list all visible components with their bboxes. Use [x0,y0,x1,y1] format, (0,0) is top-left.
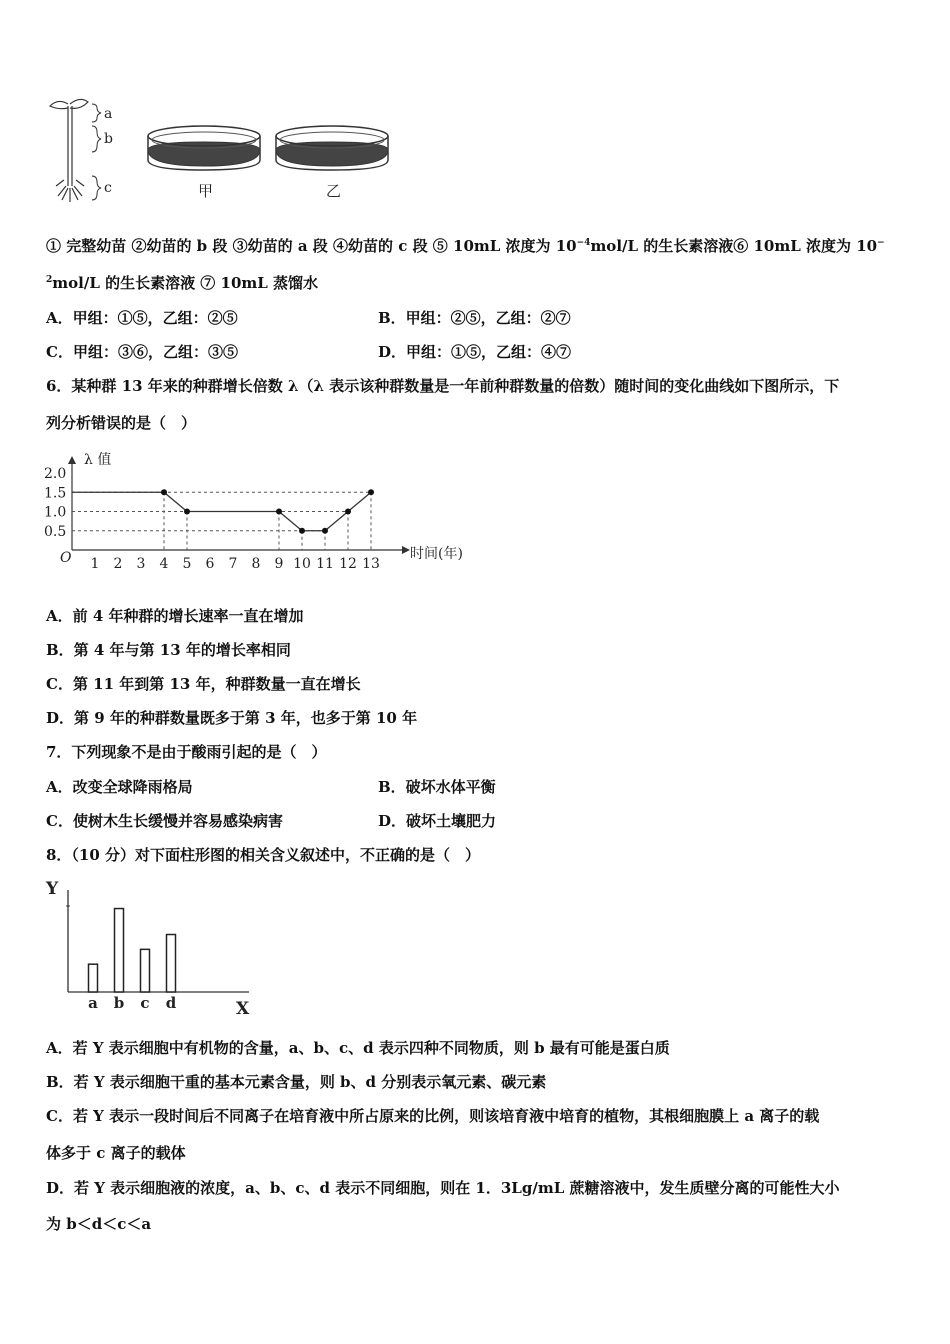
bar-category-label: a [88,994,98,1012]
q8-option-c2: 体多于 c 离子的载体 [46,1144,186,1162]
q7-option-b: B．破坏水体平衡 [378,778,496,796]
q8-option-c1: C．若 Y 表示一段时间后不同离子在培育液中所占原来的比例，则该培育液中培育的植物，其根细胞膜上 a 离子的载 [46,1107,820,1125]
q7-stem: 7．下列现象不是由于酸雨引起的是（ ） [46,743,327,761]
lambda-x-tick-label: 12 [339,556,357,572]
label-a: a [104,106,113,122]
brace-b [92,126,101,152]
lambda-x-tick-label: 5 [182,556,192,572]
q7-option-d: D．破坏土壤肥力 [378,812,497,830]
bar-a [89,964,98,992]
lambda-x-tick-label: 3 [136,556,146,572]
q7-option-a: A．改变全球降雨格局 [46,778,193,796]
lambda-data-point [299,528,305,534]
bar-y-label: Y [46,879,59,899]
q8-option-a: A．若 Y 表示细胞中有机物的含量，a、b、c、d 表示四种不同物质，则 b 最有可能是蛋白质 [46,1039,670,1057]
lambda-x-tick-label: 4 [159,556,169,572]
q5-option-d: D．甲组：①⑤，乙组：④⑦ [378,343,572,361]
lambda-x-tick-label: 6 [205,556,215,572]
q5-items-line1: ① 完整幼苗 ②幼苗的 b 段 ③幼苗的 a 段 ④幼苗的 c 段 ⑤ 10mL 浓度为 $10^{-4}mol/L$ 的生长素溶液⑥ 10mL 浓度为 10− [46,237,885,255]
q5-option-b: B．甲组：②⑤，乙组：②⑦ [378,309,571,327]
q6-stem-line1: 6．某种群 13 年来的种群增长倍数 λ（λ 表示该种群数量是一年前种群数量的倍数）随时间的变化曲线如下图所示，下 [46,377,840,395]
q6-stem-line2: 列分析错误的是（ ） [46,414,197,432]
dish-yi-label: 乙 [326,182,342,200]
lambda-data-point [276,509,282,515]
lambda-data-point [184,509,190,515]
lambda-data-point [368,489,374,495]
bar-chart [44,876,264,1022]
dish-yi [276,126,388,170]
bar-d [167,935,176,992]
q8-option-d2: 为 b＜d＜c＜a [46,1215,152,1233]
lambda-x-tick-label: 1 [90,556,100,572]
q6-option-c: C．第 11 年到第 13 年，种群数量一直在增长 [46,675,361,693]
lambda-x-tick-label: 2 [113,556,123,572]
q8-stem: 8．（10 分）对下面柱形图的相关含义叙述中，不正确的是（ ） [46,846,481,864]
lambda-x-axis-arrow [402,546,410,554]
q5-items-line2: $^2$mol/L 的生长素溶液 ⑦ 10mL 蒸馏水 [46,274,319,292]
dish-jia-label: 甲 [198,182,214,200]
lambda-x-tick-label: 9 [274,556,284,572]
lambda-x-label: 时间(年) [410,546,463,562]
q6-option-b: B．第 4 年与第 13 年的增长率相同 [46,641,291,659]
q8-option-d1: D．若 Y 表示细胞液的浓度，a、b、c、d 表示不同细胞，则在 1．3Lg/mL 蔗糖溶液中，发生质壁分离的可能性大小 [46,1179,840,1197]
lambda-data-point [345,509,351,515]
q6-option-d: D．第 9 年的种群数量既多于第 3 年，也多于第 10 年 [46,709,418,727]
bar-b [115,909,124,992]
lambda-x-tick-label: 7 [228,556,238,572]
lambda-line-chart [40,444,490,574]
lambda-x-tick-label: 10 [293,556,311,572]
label-c: c [104,180,112,196]
bar-category-label: b [113,994,125,1012]
lambda-data-point [161,489,167,495]
lambda-x-tick-label: 13 [362,556,380,572]
bar-category-label: d [165,994,177,1012]
bar-x-label: X [236,999,250,1019]
lambda-y-axis-arrow [68,456,76,464]
lambda-y-tick-label: 0.5 [44,523,67,540]
lambda-y-tick-label: 1.5 [44,485,67,502]
lambda-x-tick-label: 8 [251,556,261,572]
lambda-y-tick-label: 1.0 [44,504,67,521]
bar-c [141,949,150,992]
label-b: b [104,131,113,147]
q5-option-a: A．甲组：①⑤，乙组：②⑤ [46,309,238,327]
q7-option-c: C．使树木生长缓慢并容易感染病害 [46,812,283,830]
dish-jia [148,126,260,170]
lambda-y-label: λ 值 [84,452,112,468]
lambda-y-tick-label: 2.0 [44,466,67,482]
seedling-dish-figure [44,96,404,206]
lambda-origin-label: O [60,550,72,566]
q8-option-b: B．若 Y 表示细胞干重的基本元素含量，则 b、d 分别表示氧元素、碳元素 [46,1073,547,1091]
q5-option-c: C．甲组：③⑥，乙组：③⑤ [46,343,238,361]
seedling-drawing [50,99,88,202]
lambda-data-point [322,528,328,534]
lambda-x-tick-label: 11 [316,556,334,572]
brace-c [92,176,101,200]
brace-a [92,104,101,122]
bar-category-label: c [140,994,150,1012]
q6-option-a: A．前 4 年种群的增长速率一直在增加 [46,607,304,625]
